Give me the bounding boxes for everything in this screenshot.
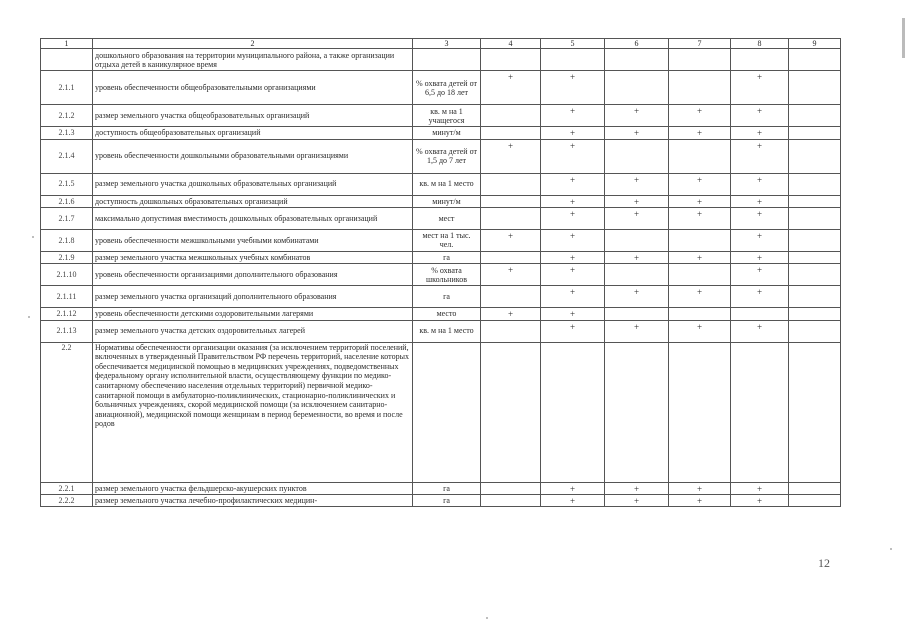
plus-mark-cell: +: [605, 207, 669, 229]
header-cell: 8: [731, 39, 789, 49]
plus-mark-cell: +: [541, 105, 605, 127]
row-description: размер земельного участка межшкольных учебных комбинатов: [93, 251, 413, 263]
header-cell: 7: [669, 39, 731, 49]
header-cell: 3: [413, 39, 481, 49]
table-row: [41, 127, 841, 139]
plus-mark-cell: [481, 207, 541, 229]
plus-mark-cell: [481, 342, 541, 482]
row-unit: мест: [413, 207, 481, 229]
plus-mark-cell: +: [731, 139, 789, 173]
plus-mark-cell: [789, 49, 841, 71]
plus-mark-cell: +: [481, 139, 541, 173]
plus-mark-cell: +: [731, 264, 789, 286]
plus-mark-cell: +: [731, 71, 789, 105]
row-description: уровень обеспеченности организациями дополнительного образования: [93, 264, 413, 286]
plus-mark-cell: +: [669, 251, 731, 263]
header-cell: 9: [789, 39, 841, 49]
header-cell: 2: [93, 39, 413, 49]
plus-mark-cell: +: [731, 127, 789, 139]
plus-mark-cell: [605, 71, 669, 105]
row-number: 2.1.7: [41, 207, 93, 229]
plus-mark-cell: +: [541, 207, 605, 229]
row-description: размер земельного участка организаций дополнительного образования: [93, 286, 413, 308]
plus-mark-cell: [481, 251, 541, 263]
row-description: уровень обеспеченности детскими оздоровительными лагерями: [93, 308, 413, 320]
row-number: 2.1.4: [41, 139, 93, 173]
table-row: [41, 286, 841, 308]
plus-mark-cell: +: [669, 195, 731, 207]
plus-mark-cell: [481, 127, 541, 139]
table-row: [41, 139, 841, 173]
row-description: размер земельного участка дошкольных образовательных организаций: [93, 173, 413, 195]
plus-mark-cell: [669, 139, 731, 173]
row-description: доступность дошкольных образовательных организаций: [93, 195, 413, 207]
plus-mark-cell: +: [541, 139, 605, 173]
table-row: [41, 105, 841, 127]
row-unit: га: [413, 286, 481, 308]
plus-mark-cell: +: [669, 127, 731, 139]
row-number: 2.1.11: [41, 286, 93, 308]
header-cell: 6: [605, 39, 669, 49]
plus-mark-cell: [789, 105, 841, 127]
plus-mark-cell: [731, 342, 789, 482]
plus-mark-cell: [605, 139, 669, 173]
header-cell: 1: [41, 39, 93, 49]
scan-speck: [28, 316, 30, 318]
row-number: 2.1.3: [41, 127, 93, 139]
plus-mark-cell: [789, 173, 841, 195]
plus-mark-cell: [789, 207, 841, 229]
plus-mark-cell: +: [481, 229, 541, 251]
plus-mark-cell: [789, 286, 841, 308]
plus-mark-cell: +: [731, 494, 789, 506]
plus-mark-cell: [541, 49, 605, 71]
row-unit: % охвата детей от 6,5 до 18 лет: [413, 71, 481, 105]
table-row: [41, 320, 841, 342]
plus-mark-cell: +: [541, 71, 605, 105]
table-row: [41, 49, 841, 71]
scan-speck: [486, 617, 488, 619]
row-number: 2.1.9: [41, 251, 93, 263]
plus-mark-cell: +: [541, 229, 605, 251]
plus-mark-cell: +: [541, 308, 605, 320]
plus-mark-cell: [605, 229, 669, 251]
plus-mark-cell: [669, 342, 731, 482]
row-number: 2.1.13: [41, 320, 93, 342]
plus-mark-cell: [669, 49, 731, 71]
plus-mark-cell: +: [605, 195, 669, 207]
plus-mark-cell: +: [731, 195, 789, 207]
table-row: [41, 251, 841, 263]
plus-mark-cell: +: [731, 286, 789, 308]
row-unit: кв. м на 1 место: [413, 320, 481, 342]
plus-mark-cell: +: [541, 251, 605, 263]
plus-mark-cell: [481, 49, 541, 71]
plus-mark-cell: +: [669, 494, 731, 506]
row-unit: [413, 49, 481, 71]
row-number: 2.2: [41, 342, 93, 482]
plus-mark-cell: [541, 342, 605, 482]
plus-mark-cell: +: [481, 71, 541, 105]
row-number: 2.2.2: [41, 494, 93, 506]
plus-mark-cell: [481, 482, 541, 494]
plus-mark-cell: [481, 105, 541, 127]
row-description: дошкольного образования на территории муниципального района, а также организации отдыха детей в каникулярное время: [93, 49, 413, 71]
plus-mark-cell: [789, 482, 841, 494]
plus-mark-cell: [481, 494, 541, 506]
table-row: [41, 494, 841, 506]
plus-mark-cell: [731, 308, 789, 320]
plus-mark-cell: +: [669, 482, 731, 494]
plus-mark-cell: +: [731, 320, 789, 342]
row-description: доступность общеобразовательных организаций: [93, 127, 413, 139]
plus-mark-cell: [789, 494, 841, 506]
plus-mark-cell: +: [669, 207, 731, 229]
plus-mark-cell: [669, 308, 731, 320]
plus-mark-cell: [789, 320, 841, 342]
plus-mark-cell: [789, 264, 841, 286]
table-row: [41, 482, 841, 494]
table-row: [41, 308, 841, 320]
row-number: 2.1.2: [41, 105, 93, 127]
row-number: 2.1.5: [41, 173, 93, 195]
plus-mark-cell: +: [731, 251, 789, 263]
plus-mark-cell: [669, 71, 731, 105]
row-description: максимально допустимая вместимость дошкольных образовательных организаций: [93, 207, 413, 229]
table-row: [41, 173, 841, 195]
plus-mark-cell: [669, 264, 731, 286]
plus-mark-cell: [481, 173, 541, 195]
row-number: 2.1.1: [41, 71, 93, 105]
row-number: [41, 49, 93, 71]
plus-mark-cell: [789, 229, 841, 251]
row-description: уровень обеспеченности общеобразовательными организациями: [93, 71, 413, 105]
table-row: [41, 71, 841, 105]
plus-mark-cell: [789, 342, 841, 482]
plus-mark-cell: +: [669, 173, 731, 195]
plus-mark-cell: [789, 139, 841, 173]
row-unit: % охвата школьников: [413, 264, 481, 286]
row-number: 2.1.8: [41, 229, 93, 251]
plus-mark-cell: +: [731, 173, 789, 195]
plus-mark-cell: [481, 320, 541, 342]
plus-mark-cell: +: [731, 229, 789, 251]
plus-mark-cell: +: [541, 127, 605, 139]
plus-mark-cell: [605, 49, 669, 71]
table-row: [41, 342, 841, 482]
plus-mark-cell: [731, 49, 789, 71]
row-unit: место: [413, 308, 481, 320]
row-unit: [413, 342, 481, 482]
row-number: 2.1.6: [41, 195, 93, 207]
table-row: [41, 195, 841, 207]
row-unit: кв. м на 1 место: [413, 173, 481, 195]
page-number: 12: [818, 556, 830, 570]
row-description: размер земельного участка лечебно-профилактических медицин-: [93, 494, 413, 506]
row-unit: кв. м на 1 учащегося: [413, 105, 481, 127]
row-number: 2.2.1: [41, 482, 93, 494]
plus-mark-cell: +: [605, 251, 669, 263]
row-unit: га: [413, 494, 481, 506]
row-unit: минут/м: [413, 195, 481, 207]
row-unit: минут/м: [413, 127, 481, 139]
table-row: [41, 264, 841, 286]
plus-mark-cell: +: [541, 173, 605, 195]
plus-mark-cell: [789, 71, 841, 105]
plus-mark-cell: [481, 286, 541, 308]
plus-mark-cell: [789, 127, 841, 139]
plus-mark-cell: [789, 195, 841, 207]
row-description: размер земельного участка общеобразовательных организаций: [93, 105, 413, 127]
plus-mark-cell: [669, 229, 731, 251]
plus-mark-cell: +: [541, 320, 605, 342]
header-cell: 5: [541, 39, 605, 49]
plus-mark-cell: +: [541, 195, 605, 207]
plus-mark-cell: +: [605, 127, 669, 139]
plus-mark-cell: +: [541, 264, 605, 286]
plus-mark-cell: +: [731, 207, 789, 229]
plus-mark-cell: [605, 308, 669, 320]
plus-mark-cell: +: [605, 494, 669, 506]
table-row: [41, 207, 841, 229]
scan-speck: [32, 236, 34, 238]
plus-mark-cell: +: [605, 320, 669, 342]
plus-mark-cell: +: [541, 494, 605, 506]
plus-mark-cell: +: [605, 482, 669, 494]
plus-mark-cell: +: [481, 264, 541, 286]
plus-mark-cell: [789, 251, 841, 263]
header-row: [41, 39, 841, 49]
row-unit: га: [413, 251, 481, 263]
plus-mark-cell: +: [731, 482, 789, 494]
plus-mark-cell: +: [605, 173, 669, 195]
plus-mark-cell: +: [669, 105, 731, 127]
plus-mark-cell: +: [669, 320, 731, 342]
row-description: размер земельного участка фельдшерско-акушерских пунктов: [93, 482, 413, 494]
row-unit: мест на 1 тыс. чел.: [413, 229, 481, 251]
norms-table: [40, 38, 841, 507]
row-description: Нормативы обеспеченности организации оказания (за исключением территорий поселений, включенных в утвержденный Правительством РФ перечень территорий, население которых обеспечивается медицинской помощью в медицинских учреждениях, подведомственных федеральному органу исполнительной власти, осуществляющему функции по медико-санитарному обеспечению населения отдельных территорий) первичной медико-санитарной помощи в амбулаторно-поликлинических, стационарно-поликлинических и больничных учреждениях, скорой медицинской помощи (за исключением санитарно-авиационной), медицинской помощи женщинам в период беременности, во время и после родов: [93, 342, 413, 482]
table-row: [41, 229, 841, 251]
row-description: уровень обеспеченности дошкольными образовательными организациями: [93, 139, 413, 173]
row-number: 2.1.10: [41, 264, 93, 286]
plus-mark-cell: [481, 195, 541, 207]
scan-speck: [890, 548, 892, 550]
row-description: уровень обеспеченности межшкольными учебными комбинатами: [93, 229, 413, 251]
plus-mark-cell: +: [605, 105, 669, 127]
plus-mark-cell: +: [541, 286, 605, 308]
row-description: размер земельного участка детских оздоровительных лагерей: [93, 320, 413, 342]
plus-mark-cell: +: [731, 105, 789, 127]
plus-mark-cell: +: [481, 308, 541, 320]
header-cell: 4: [481, 39, 541, 49]
plus-mark-cell: +: [669, 286, 731, 308]
plus-mark-cell: [605, 342, 669, 482]
row-unit: га: [413, 482, 481, 494]
plus-mark-cell: [789, 308, 841, 320]
plus-mark-cell: +: [541, 482, 605, 494]
plus-mark-cell: [605, 264, 669, 286]
row-number: 2.1.12: [41, 308, 93, 320]
plus-mark-cell: +: [605, 286, 669, 308]
row-unit: % охвата детей от 1,5 до 7 лет: [413, 139, 481, 173]
